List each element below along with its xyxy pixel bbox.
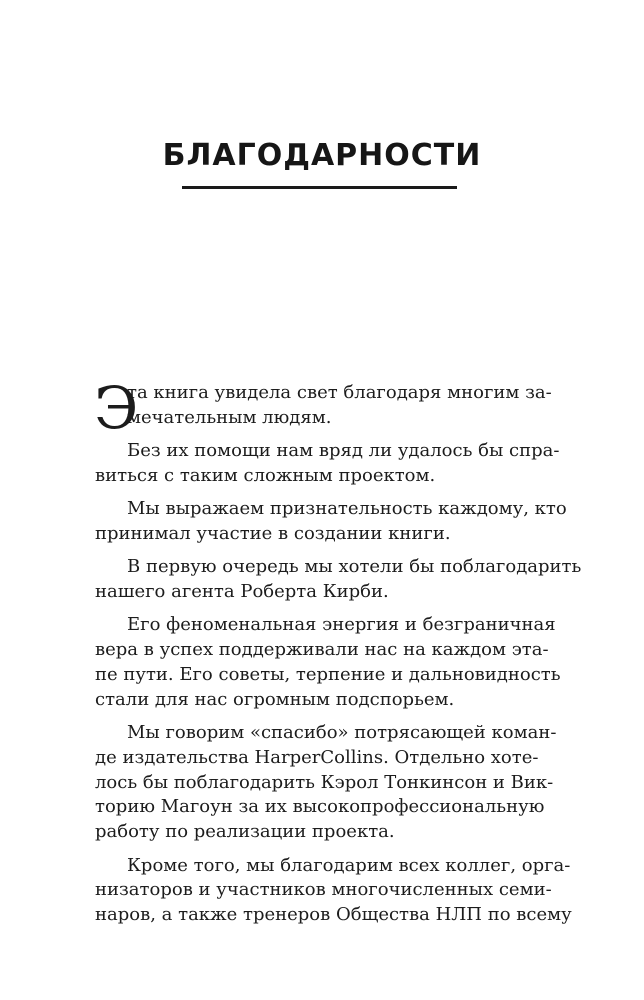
title-underline (182, 186, 457, 189)
paragraph (95, 854, 572, 928)
text-line: мечательным людям. (127, 406, 332, 428)
text-line: работу по реализации проекта. (95, 821, 395, 843)
text-line: стали для нас огромным подспорьем. (95, 688, 455, 710)
text-line: виться с таким сложным проектом. (95, 464, 436, 486)
paragraph (95, 439, 560, 489)
text-line: Без их помощи нам вряд ли удалось бы спра- (127, 440, 560, 462)
paragraph (95, 721, 557, 845)
text-line: нашего агента Роберта Кирби. (95, 581, 389, 603)
page-title: БЛАГОДАРНОСТИ (162, 138, 482, 173)
paragraph (95, 497, 567, 547)
text-line: де издательства HarperCollins. Отдельно хоте- (95, 746, 539, 768)
text-line: принимал участие в создании книги. (95, 522, 451, 544)
text-line: Мы говорим «спасибо» потрясающей коман- (127, 722, 557, 744)
text-line: вера в успех поддерживали нас на каждом эта- (95, 639, 549, 661)
paragraph (95, 381, 552, 431)
text-line: низаторов и участников многочисленных семи- (95, 879, 552, 901)
text-line: Его феноменальная энергия и безграничная (127, 614, 556, 636)
text-line: наров, а также тренеров Общества НЛП по всему (95, 904, 572, 926)
text-line: Мы выражаем признательность каждому, кто (127, 498, 567, 520)
paragraph (95, 555, 582, 605)
drop-cap: Э (94, 374, 139, 442)
text-line: Кроме того, мы благодарим всех коллег, орга- (127, 854, 571, 876)
text-line: пе пути. Его советы, терпение и дальновидность (95, 663, 561, 685)
text-line: торию Магоун за их высокопрофессиональную (95, 796, 545, 818)
body-text (94, 374, 582, 928)
text-line: В первую очередь мы хотели бы поблагодарить (127, 556, 582, 578)
paragraph (95, 613, 561, 712)
text-line: лось бы поблагодарить Кэрол Тонкинсон и Вик- (95, 771, 554, 793)
text-line: та книга увидела свет благодаря многим за- (127, 382, 552, 403)
